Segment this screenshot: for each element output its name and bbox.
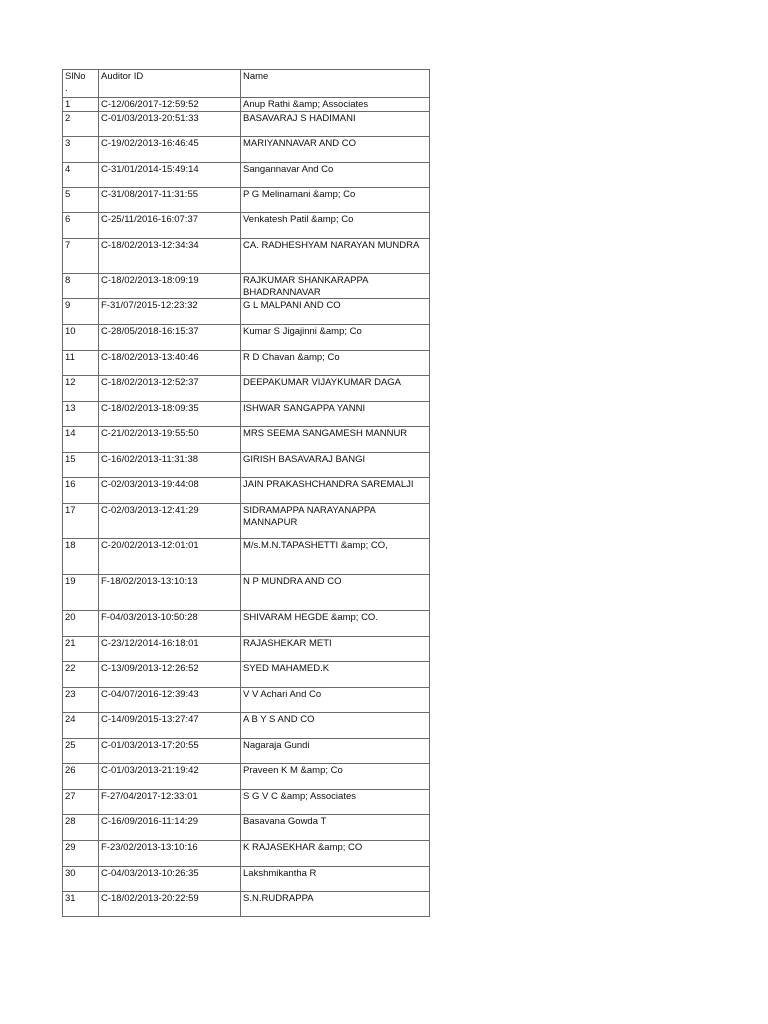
table-row	[63, 402, 430, 427]
table-row	[63, 188, 430, 213]
cell-name: GIRISH BASAVARAJ BANGI	[241, 453, 430, 478]
header-sino-label: SlNo	[65, 71, 86, 82]
table-row	[63, 325, 430, 351]
cell-name: SYED MAHAMED.K	[241, 662, 430, 688]
cell-name: Anup Rathi &amp; Associates	[241, 98, 430, 112]
cell-auditor-id: F-23/02/2013-13:10:16	[99, 841, 241, 867]
cell-sino: 31	[63, 892, 99, 917]
table-row	[63, 376, 430, 402]
table-row	[63, 163, 430, 188]
cell-name: Venkatesh Patil &amp; Co	[241, 213, 430, 239]
cell-name: S.N.RUDRAPPA	[241, 892, 430, 917]
table-row	[63, 841, 430, 867]
cell-auditor-id: C-04/03/2013-10:26:35	[99, 867, 241, 892]
cell-auditor-id: C-16/09/2016-11:14:29	[99, 815, 241, 841]
cell-auditor-id: C-18/02/2013-20:22:59	[99, 892, 241, 917]
cell-name: RAJKUMAR SHANKARAPPA BHADRANNAVAR	[241, 274, 430, 299]
cell-auditor-id: C-01/03/2013-17:20:55	[99, 739, 241, 764]
cell-name: MARIYANNAVAR AND CO	[241, 137, 430, 163]
cell-name: SHIVARAM HEGDE &amp; CO.	[241, 611, 430, 637]
cell-auditor-id: C-01/03/2013-20:51:33	[99, 112, 241, 137]
cell-name: SIDRAMAPPA NARAYANAPPA MANNAPUR	[241, 504, 430, 539]
cell-sino: 13	[63, 402, 99, 427]
cell-auditor-id: C-18/02/2013-13:40:46	[99, 351, 241, 376]
cell-sino: 4	[63, 163, 99, 188]
cell-sino: 2	[63, 112, 99, 137]
cell-name: MRS SEEMA SANGAMESH MANNUR	[241, 427, 430, 453]
cell-auditor-id: C-31/01/2014-15:49:14	[99, 163, 241, 188]
cell-auditor-id: C-23/12/2014-16:18:01	[99, 637, 241, 662]
cell-sino: 5	[63, 188, 99, 213]
cell-name: A B Y S AND CO	[241, 713, 430, 739]
cell-auditor-id: C-18/02/2013-18:09:35	[99, 402, 241, 427]
header-auditor-id: Auditor ID	[99, 70, 241, 98]
cell-sino: 9	[63, 299, 99, 325]
cell-auditor-id: C-16/02/2013-11:31:38	[99, 453, 241, 478]
table-row	[63, 764, 430, 790]
cell-auditor-id: C-31/08/2017-11:31:55	[99, 188, 241, 213]
cell-auditor-id: C-28/05/2018-16:15:37	[99, 325, 241, 351]
cell-sino: 6	[63, 213, 99, 239]
cell-sino: 23	[63, 688, 99, 713]
table-row	[63, 539, 430, 575]
cell-name: G L MALPANI AND CO	[241, 299, 430, 325]
cell-sino: 25	[63, 739, 99, 764]
cell-name: N P MUNDRA AND CO	[241, 575, 430, 611]
cell-sino: 8	[63, 274, 99, 299]
cell-sino: 3	[63, 137, 99, 163]
cell-name: ISHWAR SANGAPPA YANNI	[241, 402, 430, 427]
header-sino	[63, 70, 99, 98]
cell-sino: 12	[63, 376, 99, 402]
cell-auditor-id: C-02/03/2013-19:44:08	[99, 478, 241, 504]
table-row	[63, 274, 430, 299]
cell-name: CA. RADHESHYAM NARAYAN MUNDRA	[241, 239, 430, 274]
cell-sino: 28	[63, 815, 99, 841]
table-row	[63, 713, 430, 739]
cell-auditor-id: C-12/06/2017-12:59:52	[99, 98, 241, 112]
cell-auditor-id: C-18/02/2013-18:09:19	[99, 274, 241, 299]
cell-name: BASAVARAJ S HADIMANI	[241, 112, 430, 137]
cell-sino: 17	[63, 504, 99, 539]
cell-name: Kumar S Jigajinni &amp; Co	[241, 325, 430, 351]
table-row	[63, 453, 430, 478]
cell-sino: 30	[63, 867, 99, 892]
cell-name: RAJASHEKAR METI	[241, 637, 430, 662]
cell-auditor-id: F-04/03/2013-10:50:28	[99, 611, 241, 637]
table-row	[63, 98, 430, 112]
cell-sino: 27	[63, 790, 99, 815]
cell-sino: 10	[63, 325, 99, 351]
cell-sino: 24	[63, 713, 99, 739]
cell-name: M/s.M.N.TAPASHETTI &amp; CO,	[241, 539, 430, 575]
auditor-table	[62, 69, 430, 917]
table-header-row	[63, 70, 430, 98]
cell-auditor-id: F-18/02/2013-13:10:13	[99, 575, 241, 611]
table-row	[63, 662, 430, 688]
cell-name: Lakshmikantha R	[241, 867, 430, 892]
cell-auditor-id: C-18/02/2013-12:34:34	[99, 239, 241, 274]
table-row	[63, 299, 430, 325]
cell-name: V V Achari And Co	[241, 688, 430, 713]
table-row	[63, 611, 430, 637]
cell-name: S G V C &amp; Associates	[241, 790, 430, 815]
cell-sino: 22	[63, 662, 99, 688]
cell-auditor-id: C-04/07/2016-12:39:43	[99, 688, 241, 713]
table-row	[63, 790, 430, 815]
cell-name: P G Melinamani &amp; Co	[241, 188, 430, 213]
cell-sino: 16	[63, 478, 99, 504]
table-row	[63, 213, 430, 239]
cell-auditor-id: C-18/02/2013-12:52:37	[99, 376, 241, 402]
cell-sino: 29	[63, 841, 99, 867]
cell-name: JAIN PRAKASHCHANDRA SAREMALJI	[241, 478, 430, 504]
cell-auditor-id: C-14/09/2015-13:27:47	[99, 713, 241, 739]
cell-name: DEEPAKUMAR VIJAYKUMAR DAGA	[241, 376, 430, 402]
table-row	[63, 351, 430, 376]
cell-auditor-id: C-01/03/2013-21:19:42	[99, 764, 241, 790]
cell-sino: 7	[63, 239, 99, 274]
cell-name: Basavana Gowda T	[241, 815, 430, 841]
cell-auditor-id: F-27/04/2017-12:33:01	[99, 790, 241, 815]
table-row	[63, 239, 430, 274]
table-row	[63, 688, 430, 713]
table-row	[63, 637, 430, 662]
cell-name: R D Chavan &amp; Co	[241, 351, 430, 376]
cell-name: Sangannavar And Co	[241, 163, 430, 188]
cell-auditor-id: C-13/09/2013-12:26:52	[99, 662, 241, 688]
cell-auditor-id: F-31/07/2015-12:23:32	[99, 299, 241, 325]
cell-auditor-id: C-20/02/2013-12:01:01	[99, 539, 241, 575]
table-row	[63, 504, 430, 539]
cell-sino: 1	[63, 98, 99, 112]
cell-name: Nagaraja Gundi	[241, 739, 430, 764]
cell-auditor-id: C-02/03/2013-12:41:29	[99, 504, 241, 539]
cell-auditor-id: C-19/02/2013-16:46:45	[99, 137, 241, 163]
cell-sino: 20	[63, 611, 99, 637]
cell-name: K RAJASEKHAR &amp; CO	[241, 841, 430, 867]
cell-name: Praveen K M &amp; Co	[241, 764, 430, 790]
table-row	[63, 892, 430, 917]
table-row	[63, 112, 430, 137]
header-name: Name	[241, 70, 430, 98]
table-body	[63, 98, 430, 917]
table-row	[63, 815, 430, 841]
cell-sino: 19	[63, 575, 99, 611]
cell-sino: 21	[63, 637, 99, 662]
cell-sino: 18	[63, 539, 99, 575]
table-row	[63, 478, 430, 504]
cell-auditor-id: C-25/11/2016-16:07:37	[99, 213, 241, 239]
cell-sino: 11	[63, 351, 99, 376]
cell-auditor-id: C-21/02/2013-19:55:50	[99, 427, 241, 453]
table-row	[63, 137, 430, 163]
cell-sino: 26	[63, 764, 99, 790]
table-row	[63, 427, 430, 453]
table-row	[63, 739, 430, 764]
cell-sino: 14	[63, 427, 99, 453]
cell-sino: 15	[63, 453, 99, 478]
table-row	[63, 867, 430, 892]
header-sino-dot: .	[65, 82, 68, 94]
table-row	[63, 575, 430, 611]
